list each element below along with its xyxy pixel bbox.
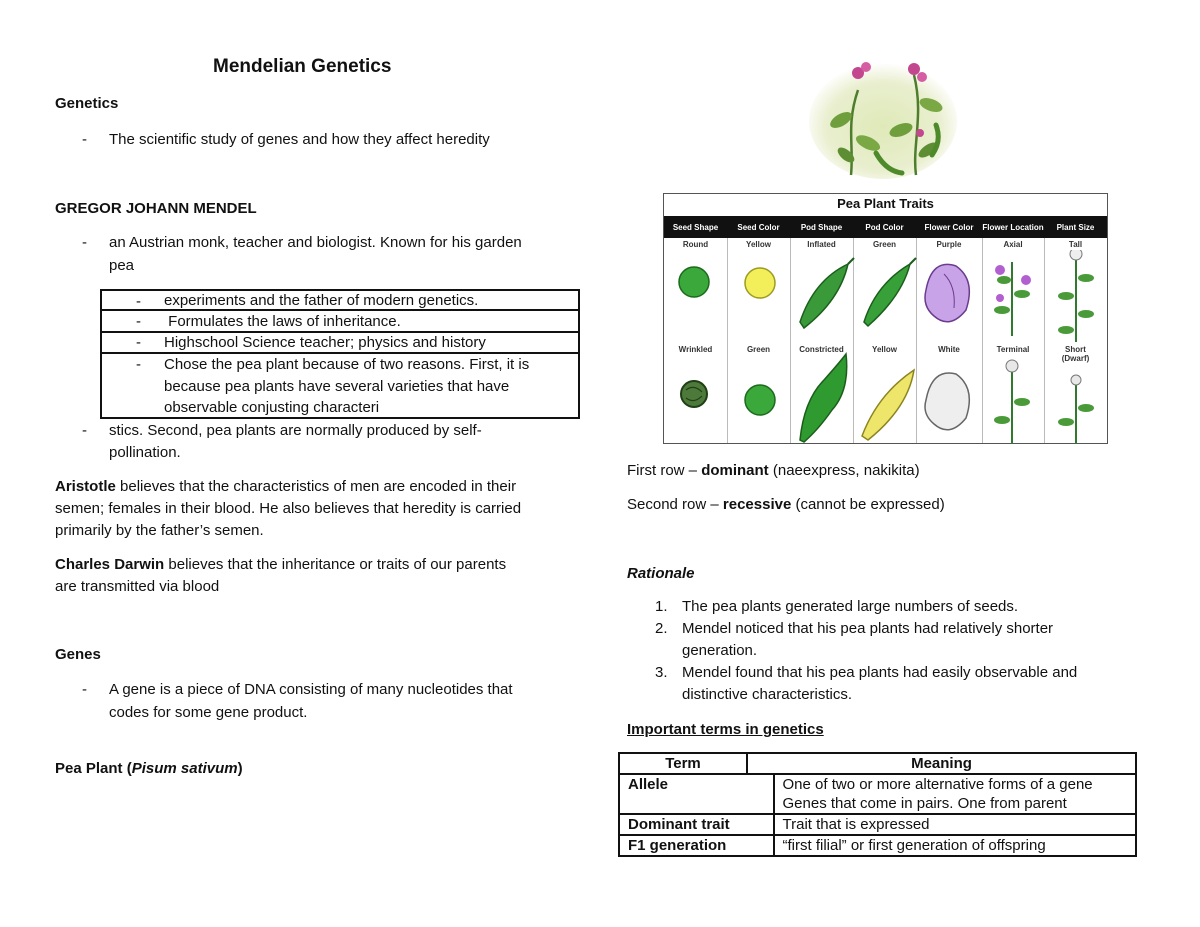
round-seed-icon <box>679 267 709 297</box>
boxed-row <box>100 354 580 419</box>
aristotle-text: believes that the characteristics of men are encoded in their <box>115 478 517 495</box>
dominant-caption: Round <box>682 240 709 249</box>
boxed-row <box>100 311 580 333</box>
bullet-dash: - <box>82 131 87 148</box>
darwin-text: believes that the inheritance or traits of our parents <box>164 556 507 573</box>
darwin-line: are transmitted via blood <box>55 578 220 595</box>
bullet-dash: - <box>136 293 141 310</box>
second-row-prefix: Second row – <box>627 496 723 513</box>
green-pod-icon <box>864 258 916 326</box>
aristotle-name: Aristotle <box>55 478 116 495</box>
recessive-caption: Terminal <box>996 345 1030 354</box>
meaning-cell <box>774 774 1137 814</box>
traits-title: Pea Plant Traits <box>837 196 934 211</box>
terms-table <box>618 752 1137 857</box>
mendel-cont-line: stics. Second, pea plants are normally produced by self- <box>109 422 482 439</box>
first-row-suffix: (naeexpress, nakikita) <box>768 462 920 479</box>
term-cell: F1 generation <box>619 835 774 856</box>
terms-col-term: Term <box>619 753 747 774</box>
traits-header: Pod Shape <box>800 222 843 232</box>
traits-header: Flower Color <box>924 222 974 232</box>
darwin-name: Charles Darwin <box>55 556 165 573</box>
white-flower-icon <box>925 373 969 430</box>
genes-line: codes for some gene product. <box>109 704 308 721</box>
table-row <box>619 835 1136 856</box>
bullet-dash: - <box>82 422 87 439</box>
rationale-number: 1. <box>655 598 668 615</box>
pea-plant-traits-figure <box>663 193 1108 444</box>
boxed-text: Highschool Science teacher; physics and history <box>164 334 486 351</box>
genetics-heading: Genetics <box>55 95 119 112</box>
term-cell: Dominant trait <box>619 814 774 835</box>
terms-header-row <box>619 753 1136 774</box>
meaning-line: One of two or more alternative forms of a gene <box>782 776 1093 793</box>
traits-illustrations <box>664 250 1107 444</box>
pea-plant-sci-name: Pisum sativum <box>131 760 238 777</box>
recessive-caption: Constricted <box>799 345 844 354</box>
meaning-line: Genes that come in pairs. One from parent <box>782 795 1067 812</box>
recessive-caption: Wrinkled <box>678 345 713 354</box>
boxed-row <box>100 333 580 354</box>
dominant-caption: Inflated <box>807 240 836 249</box>
rationale-item: generation. <box>682 642 758 659</box>
boxed-row <box>100 289 580 311</box>
traits-header: Pod Color <box>865 222 904 232</box>
mendel-item-line: an Austrian monk, teacher and biologist. Known for his garden <box>109 234 522 251</box>
boxed-text: because pea plants have several varieties that have <box>164 378 510 395</box>
second-row-note <box>627 494 945 516</box>
pea-plant-suffix: ) <box>237 760 243 777</box>
table-row <box>619 814 1136 835</box>
traits-header: Plant Size <box>1056 222 1095 232</box>
bullet-dash: - <box>82 234 87 251</box>
traits-header-row <box>664 216 1107 238</box>
rationale-number: 2. <box>655 620 668 637</box>
yellow-pod-icon <box>862 370 914 440</box>
tall-plant-icon <box>1058 250 1094 342</box>
terms-heading: Important terms in genetics <box>627 721 824 738</box>
recessive-caption: Yellow <box>872 345 897 354</box>
aristotle-line: primarily by the father’s semen. <box>55 522 264 539</box>
pea-plant-heading <box>55 758 243 780</box>
inflated-pod-icon <box>800 258 854 328</box>
rationale-item: Mendel noticed that his pea plants had relatively shorter <box>682 620 1054 637</box>
genes-line: A gene is a piece of DNA consisting of many nucleotides that <box>109 681 513 698</box>
dominant-caption: Purple <box>936 240 962 249</box>
dominant-caption: Yellow <box>746 240 771 249</box>
boxed-text: Formulates the laws of inheritance. <box>164 313 401 330</box>
aristotle-line: semen; females in their blood. He also believes that heredity is carried <box>55 500 522 517</box>
boxed-text: observable conjusting characteri <box>164 399 380 416</box>
first-row-bold: dominant <box>701 462 769 479</box>
page-title: Mendelian Genetics <box>213 56 392 77</box>
pea-plant-prefix: Pea Plant ( <box>55 760 132 777</box>
terms-col-meaning: Meaning <box>747 753 1136 774</box>
rationale-heading: Rationale <box>627 565 695 582</box>
wrinkled-seed-icon <box>681 381 707 407</box>
second-row-suffix: (cannot be expressed) <box>791 496 945 513</box>
aristotle-paragraph <box>55 476 516 498</box>
meaning-cell: “first filial” or first generation of offspring <box>774 835 1137 856</box>
purple-flower-icon <box>925 264 969 321</box>
genes-heading: Genes <box>55 646 101 663</box>
traits-header: Seed Color <box>737 222 780 232</box>
recessive-caption: White <box>938 345 960 354</box>
green-seed-icon <box>745 385 775 415</box>
first-row-prefix: First row – <box>627 462 702 479</box>
recessive-caption: Short (Dwarf) <box>1061 345 1090 363</box>
meaning-cell: Trait that is expressed <box>774 814 1137 835</box>
dominant-caption: Green <box>872 240 897 249</box>
bullet-dash: - <box>136 313 141 330</box>
genetics-definition: The scientific study of genes and how they affect heredity <box>109 131 490 148</box>
axial-flower-plant-icon <box>994 262 1031 336</box>
traits-header: Seed Shape <box>672 222 719 232</box>
yellow-seed-icon <box>745 268 775 298</box>
dominant-caption: Tall <box>1068 240 1083 249</box>
dominant-caption: Axial <box>1003 240 1023 249</box>
bullet-dash: - <box>136 334 141 351</box>
first-row-note <box>627 460 920 482</box>
mendel-item-line: pea <box>109 257 135 274</box>
boxed-text: Chose the pea plant because of two reasons. First, it is <box>164 356 530 373</box>
traits-header: Flower Location <box>982 222 1044 232</box>
bullet-dash: - <box>82 681 87 698</box>
recessive-caption: Green <box>746 345 771 354</box>
rationale-number: 3. <box>655 664 668 681</box>
pea-plant-illustration <box>806 55 960 181</box>
term-cell: Allele <box>619 774 774 814</box>
rationale-item: distinctive characteristics. <box>682 686 853 703</box>
constricted-pod-icon <box>800 354 847 442</box>
mendel-heading: GREGOR JOHANN MENDEL <box>55 200 257 217</box>
terminal-flower-plant-icon <box>994 360 1030 444</box>
rationale-item: The pea plants generated large numbers of seeds. <box>682 598 1019 615</box>
darwin-paragraph <box>55 554 506 576</box>
bullet-dash: - <box>136 356 141 373</box>
rationale-item: Mendel found that his pea plants had easily observable and <box>682 664 1078 681</box>
table-row <box>619 774 1136 814</box>
short-plant-icon <box>1058 375 1094 444</box>
boxed-text: experiments and the father of modern genetics. <box>164 292 479 309</box>
mendel-cont-line: pollination. <box>109 444 181 461</box>
second-row-bold: recessive <box>722 496 792 513</box>
